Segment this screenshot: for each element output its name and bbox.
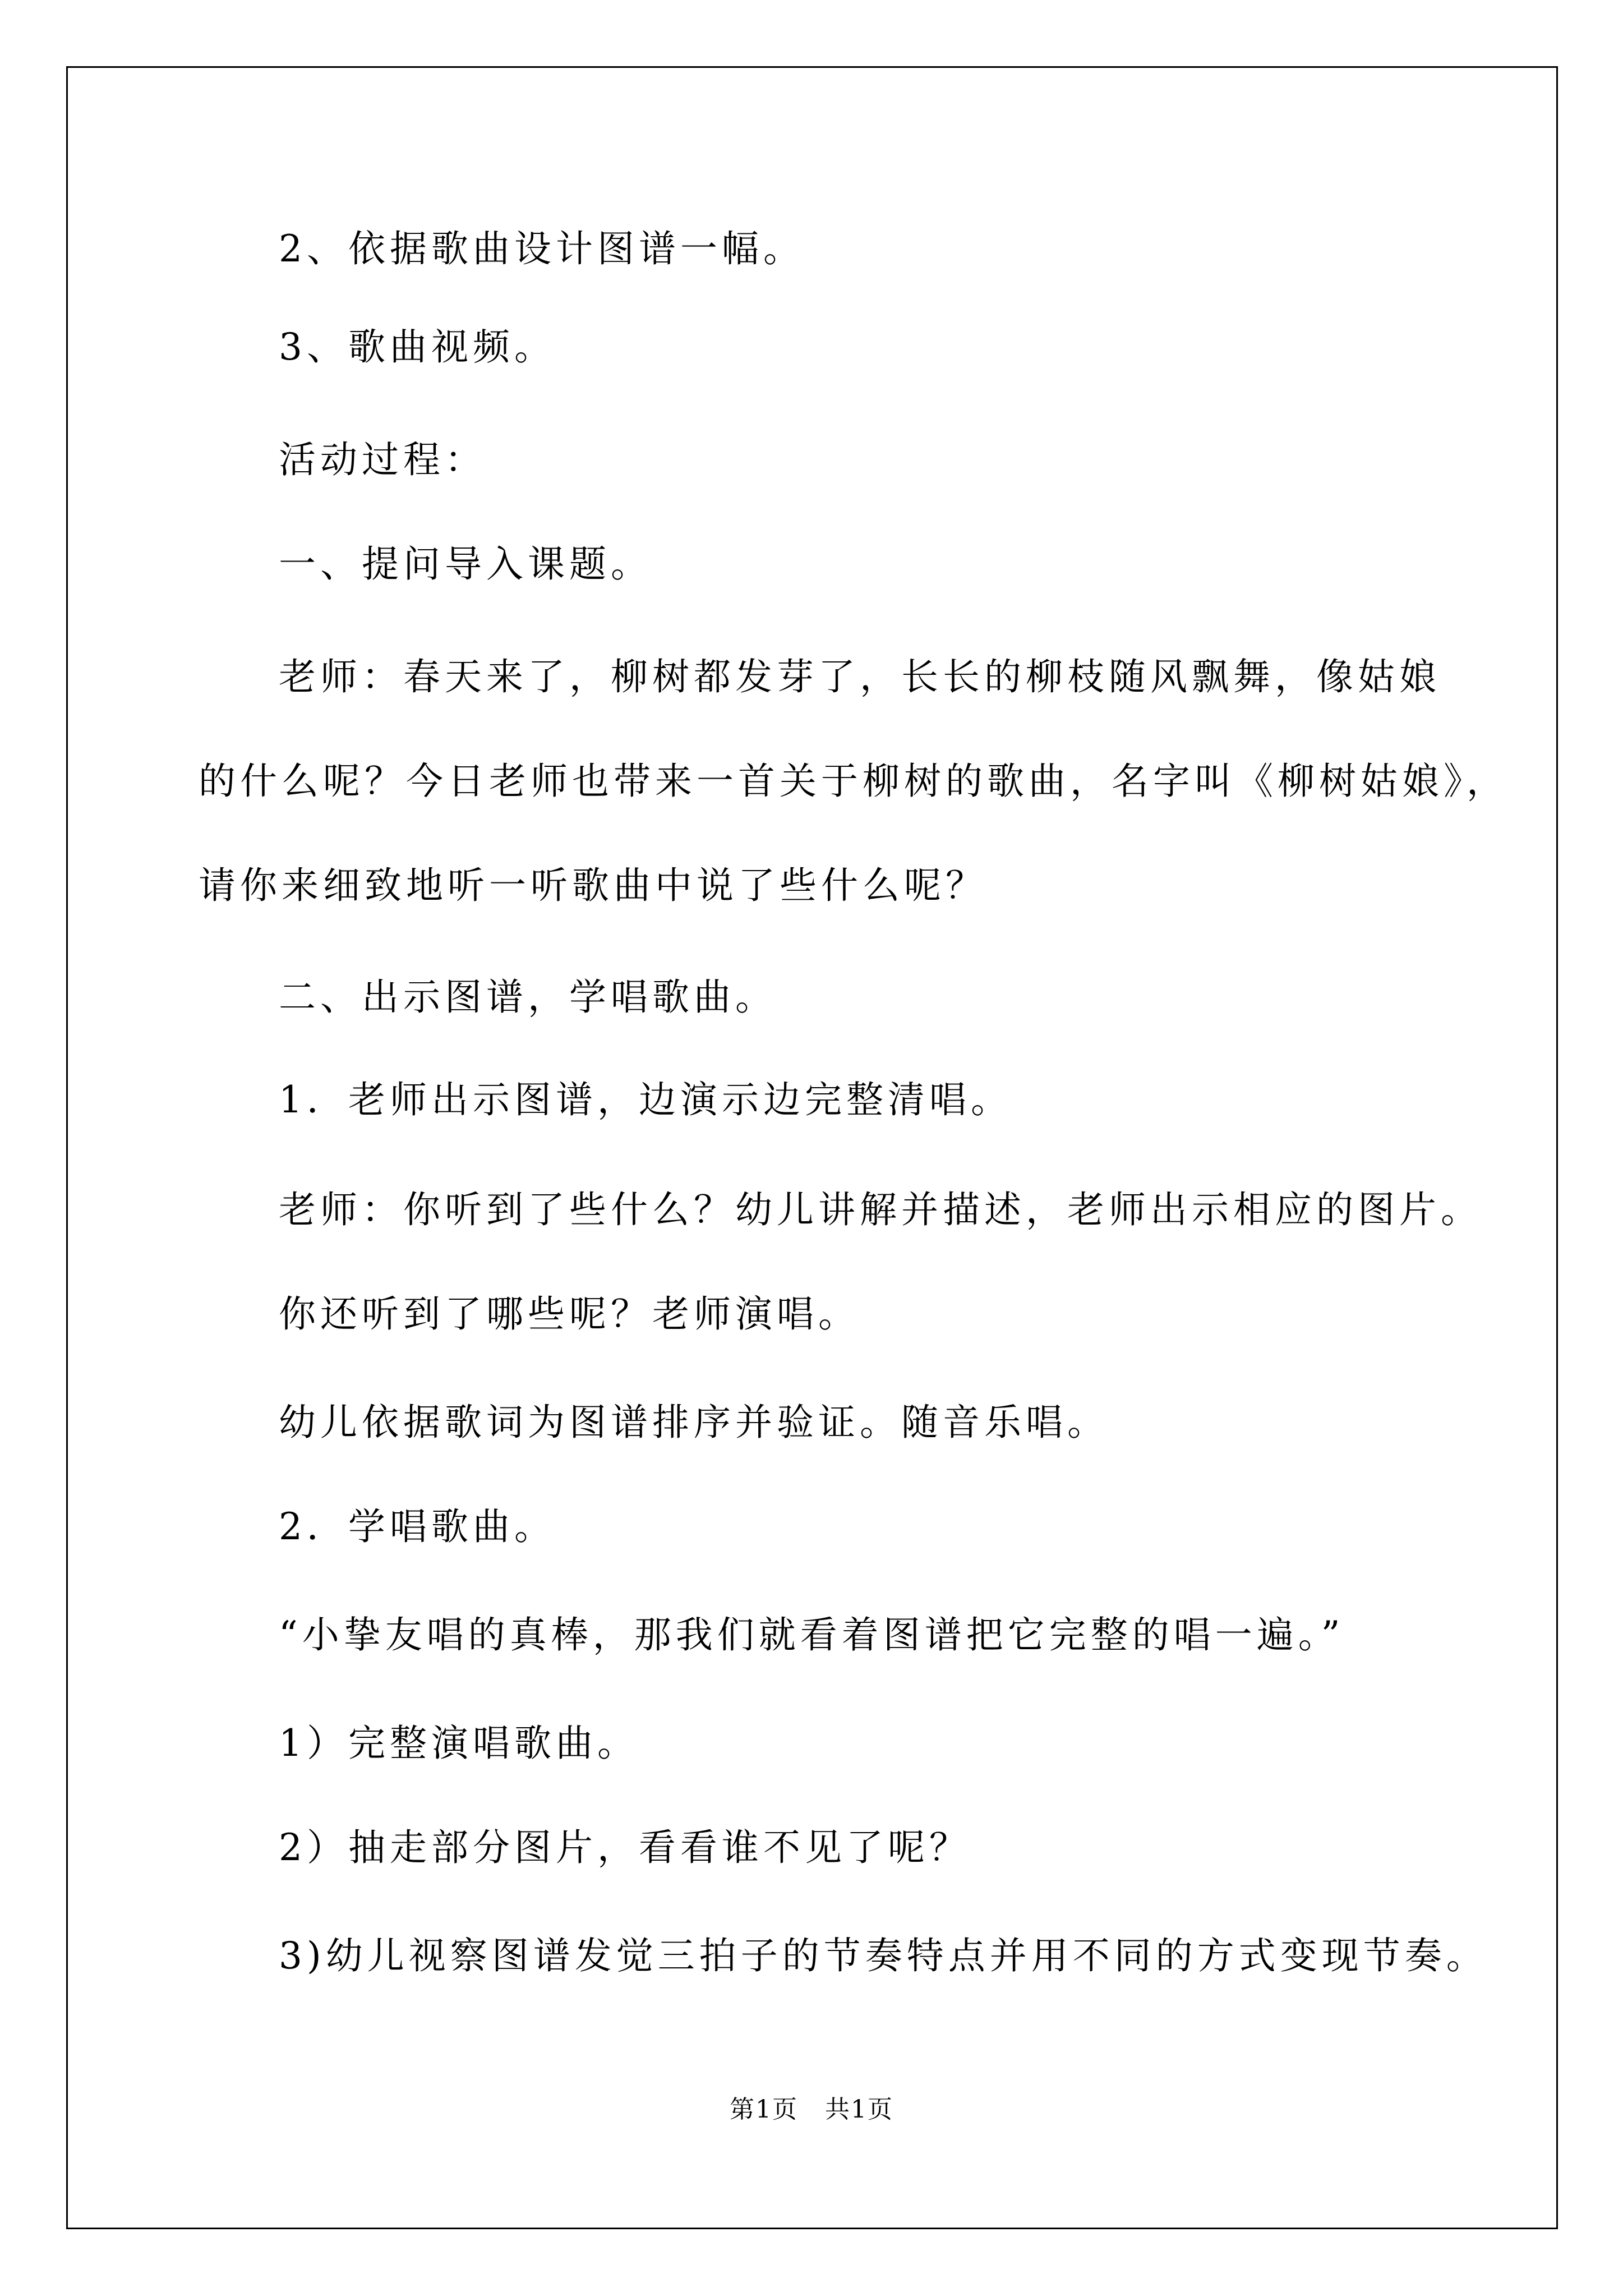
paragraph-substep-3: 3)幼儿视察图谱发觉三拍子的节奏特点并用不同的方式变现节奏。: [279, 1934, 1488, 1977]
paragraph-activity-process-heading: 活动过程：: [279, 438, 486, 481]
paragraph-teacher-sing: 你还听到了哪些呢？老师演唱。: [279, 1292, 860, 1336]
page-border: [66, 66, 1558, 2229]
paragraph-substep-2: 2）抽走部分图片，看看谁不见了呢？: [279, 1826, 971, 1869]
paragraph-teacher-question: 老师：你听到了些什么？幼儿讲解并描述，老师出示相应的图片。: [279, 1188, 1482, 1231]
paragraph-section-two-heading: 二、出示图谱，学唱歌曲。: [279, 976, 777, 1019]
paragraph-teacher-intro-line1: 老师：春天来了，柳树都发芽了，长长的柳枝随风飘舞，像姑娘: [279, 655, 1441, 698]
paragraph-step-2: 2．学唱歌曲。: [279, 1505, 556, 1548]
paragraph-teacher-intro-line2: 的什么呢？今日老师也带来一首关于柳树的歌曲，名字叫《柳树姑娘》，: [199, 760, 1508, 803]
paragraph-section-one-heading: 一、提问导入课题。: [279, 542, 652, 586]
paragraph-materials-3: 3、歌曲视频。: [279, 325, 556, 369]
paragraph-children-order: 幼儿依据歌词为图谱排序并验证。随音乐唱。: [279, 1401, 1109, 1444]
paragraph-quote: “小挚友唱的真棒，那我们就看着图谱把它完整的唱一遍。”: [279, 1613, 1345, 1657]
paragraph-substep-1: 1）完整演唱歌曲。: [279, 1722, 639, 1765]
paragraph-step-1: 1．老师出示图谱，边演示边完整清唱。: [279, 1078, 1012, 1121]
page-footer: [0, 2094, 1623, 2125]
page-number: 第1页 共1页: [730, 2095, 893, 2124]
paragraph-materials-2: 2、依据歌曲设计图谱一幅。: [279, 227, 805, 270]
paragraph-teacher-intro-line3: 请你来细致地听一听歌曲中说了些什么呢？: [199, 864, 987, 907]
